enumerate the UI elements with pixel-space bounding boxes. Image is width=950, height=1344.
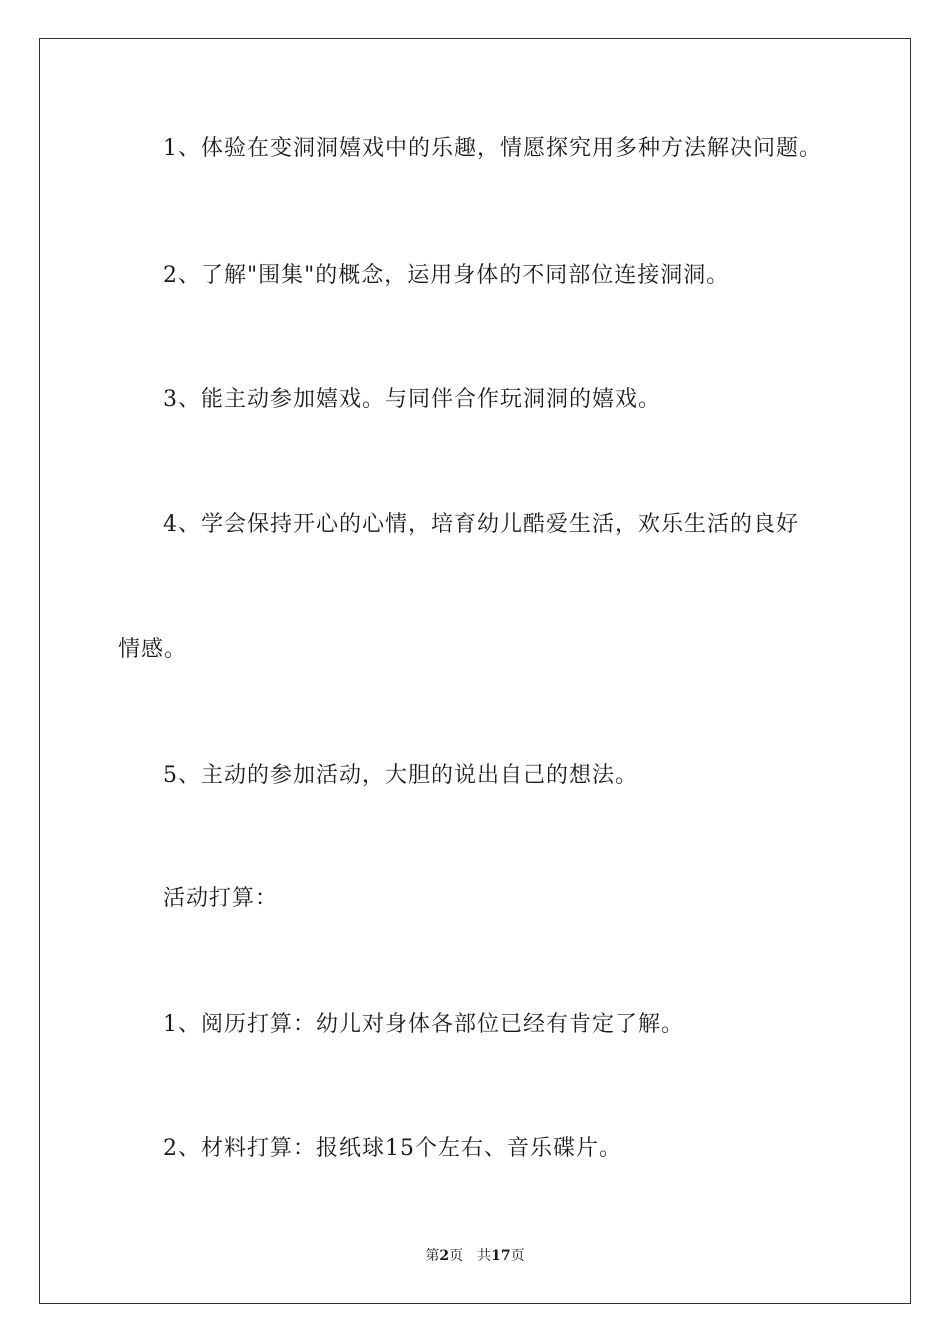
objective-line-3: 3、能主动参加嬉戏。与同伴合作玩洞洞的嬉戏。 <box>163 387 661 412</box>
footer-total-suffix: 页 <box>510 1248 525 1264</box>
objective-line-5: 5、主动的参加活动，大胆的说出自己的想法。 <box>163 763 638 788</box>
footer-page-suffix: 页 <box>449 1248 464 1264</box>
footer-total-pages: 17 <box>491 1248 511 1264</box>
page-footer <box>0 1246 950 1266</box>
footer-total-prefix: 共 <box>477 1248 492 1264</box>
footer-page-number: 2 <box>439 1248 450 1264</box>
objective-line-4: 4、学会保持开心的心情，培育幼儿酷爱生活，欢乐生活的良好 <box>163 512 799 537</box>
objective-line-2: 2、了解"围集"的概念，运用身体的不同部位连接洞洞。 <box>163 263 730 288</box>
page-frame <box>39 38 911 1304</box>
objective-line-1: 1、体验在变洞洞嬉戏中的乐趣，情愿探究用多种方法解决问题。 <box>163 136 822 161</box>
footer-page-prefix: 第 <box>425 1248 440 1264</box>
preparation-line-1: 1、阅历打算：幼儿对身体各部位已经有肯定了解。 <box>163 1012 684 1037</box>
objective-line-4-continued: 情感。 <box>118 637 188 662</box>
preparation-line-2: 2、材料打算：报纸球15个左右、音乐碟片。 <box>163 1136 622 1161</box>
section-heading-preparation: 活动打算： <box>163 886 279 911</box>
